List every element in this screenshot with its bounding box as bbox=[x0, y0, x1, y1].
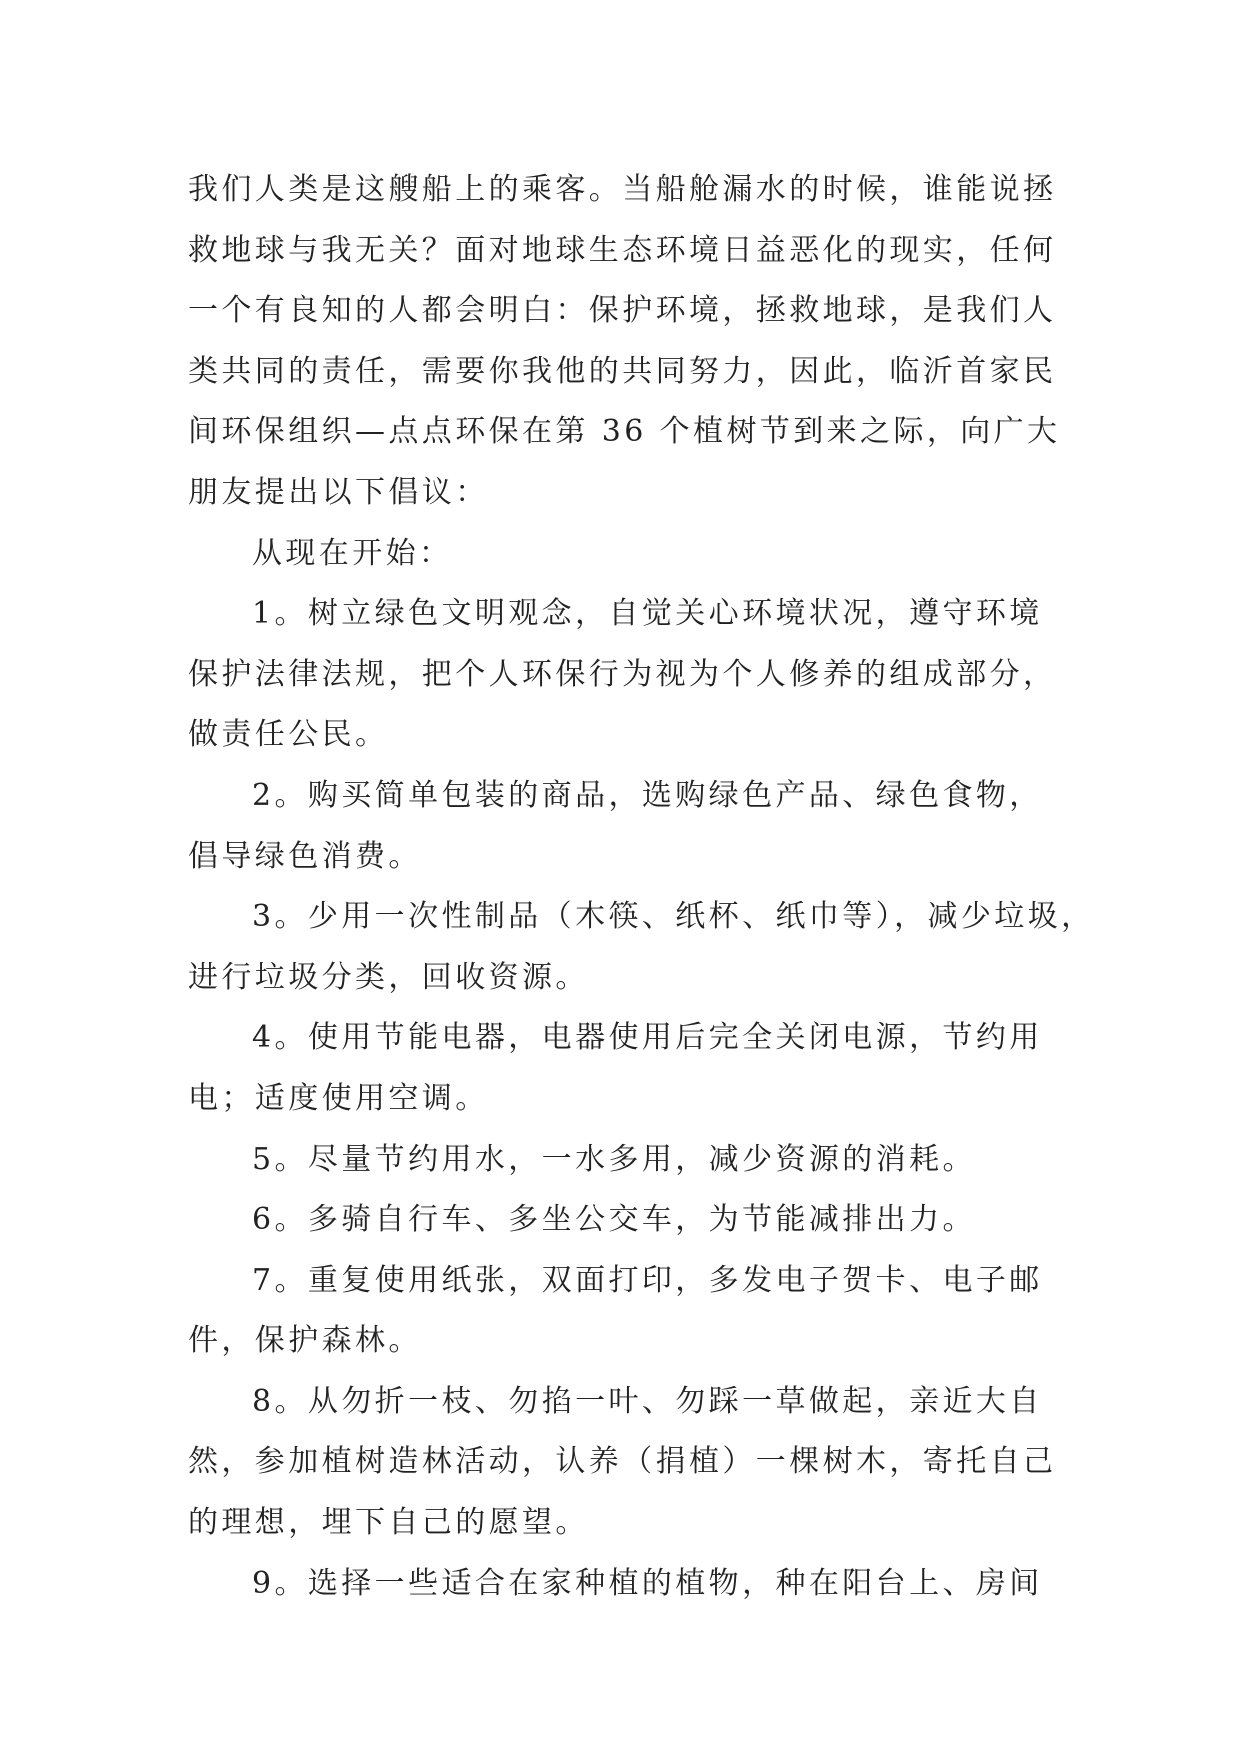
paragraph-item-7 bbox=[188, 1251, 1068, 1372]
text-line: 8。从勿折一枝、勿掐一叶、勿踩一草做起，亲近大自 bbox=[252, 1383, 1043, 1419]
paragraph-item-3 bbox=[188, 887, 1095, 1008]
text-line: 件，保护森林。 bbox=[188, 1323, 422, 1359]
text-line: 6。多骑自行车、多坐公交车，为节能减排出力。 bbox=[252, 1202, 976, 1238]
paragraph-item-5 bbox=[188, 1130, 1068, 1191]
text-line: 1。树立绿色文明观念，自觉关心环境状况，遵守环境 bbox=[252, 596, 1043, 632]
text-line: 9。选择一些适合在家种植的植物，种在阳台上、房间 bbox=[252, 1565, 1043, 1601]
text-line: 救地球与我无关？面对地球生态环境日益恶化的现实，任何 bbox=[188, 232, 1057, 268]
text-line: 类共同的责任，需要你我他的共同努力，因此，临沂首家民 bbox=[188, 353, 1057, 389]
paragraph-intro bbox=[188, 160, 1068, 524]
text-line: 朋友提出以下倡议： bbox=[188, 474, 489, 510]
text-line: 倡导绿色消费。 bbox=[188, 838, 422, 874]
document-body bbox=[188, 160, 1095, 1614]
paragraph-item-9 bbox=[188, 1554, 1068, 1615]
paragraph-start bbox=[188, 524, 1068, 585]
text-line: 7。重复使用纸张，双面打印，多发电子贺卡、电子邮 bbox=[252, 1262, 1043, 1298]
text-line: 2。购买简单包装的商品，选购绿色产品、绿色食物， bbox=[252, 777, 1043, 813]
paragraph-item-1 bbox=[188, 584, 1068, 766]
text-line: 的理想，埋下自己的愿望。 bbox=[188, 1505, 589, 1541]
text-line: 5。尽量节约用水，一水多用，减少资源的消耗。 bbox=[252, 1141, 976, 1177]
paragraph-item-2 bbox=[188, 766, 1068, 887]
text-line: 3。少用一次性制品（木筷、纸杯、纸巾等），减少垃圾， bbox=[252, 899, 1095, 935]
text-line: 做责任公民。 bbox=[188, 717, 389, 753]
text-line: 4。使用节能电器，电器使用后完全关闭电源，节约用 bbox=[252, 1020, 1043, 1056]
text-line: 我们人类是这艘船上的乘客。当船舱漏水的时候，谁能说拯 bbox=[188, 172, 1057, 207]
text-line: 保护法律法规，把个人环保行为视为个人修养的组成部分， bbox=[188, 656, 1057, 692]
text-line: 从现在开始： bbox=[252, 535, 453, 571]
paragraph-item-8 bbox=[188, 1372, 1068, 1554]
text-line: 然，参加植树造林活动，认养（捐植）一棵树木，寄托自己 bbox=[188, 1444, 1057, 1480]
paragraph-item-6 bbox=[188, 1190, 1068, 1251]
text-line: 进行垃圾分类，回收资源。 bbox=[188, 959, 589, 995]
paragraph-item-4 bbox=[188, 1008, 1068, 1129]
text-line: 电；适度使用空调。 bbox=[188, 1080, 489, 1116]
text-line: 间环保组织—点点环保在第 36 个植树节到来之际，向广大 bbox=[188, 414, 1061, 450]
text-line: 一个有良知的人都会明白：保护环境，拯救地球，是我们人 bbox=[188, 293, 1057, 329]
